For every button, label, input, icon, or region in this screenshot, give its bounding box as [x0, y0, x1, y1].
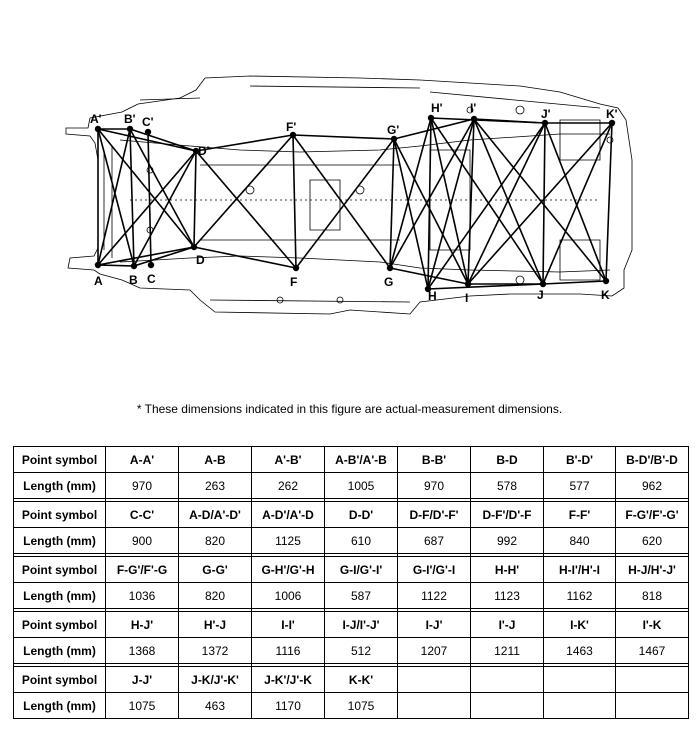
symbol-cell: C-C' — [106, 502, 179, 528]
length-cell: 1075 — [325, 693, 398, 719]
symbol-cell: A-B — [179, 447, 252, 473]
length-cell: 1036 — [106, 583, 179, 609]
length-row — [14, 473, 689, 499]
symbol-cell — [616, 667, 689, 693]
measurement-line — [194, 151, 196, 247]
label-b-prime: B' — [124, 112, 136, 126]
symbol-cell: G-G' — [179, 557, 252, 583]
symbol-row — [14, 447, 689, 473]
length-row-header: Length (mm) — [14, 638, 106, 664]
length-cell: 1123 — [471, 583, 544, 609]
symbol-cell: A-A' — [106, 447, 179, 473]
length-cell: 820 — [179, 583, 252, 609]
measurement-point — [127, 126, 133, 132]
measurement-point — [191, 244, 197, 250]
measurement-point — [131, 263, 137, 269]
label-c-prime: C' — [142, 115, 154, 129]
symbol-cell: A-D/A'-D' — [179, 502, 252, 528]
length-cell: 1467 — [616, 638, 689, 664]
length-cell: 1116 — [252, 638, 325, 664]
length-cell: 512 — [325, 638, 398, 664]
measurement-line — [148, 132, 151, 265]
length-cell: 1006 — [252, 583, 325, 609]
symbol-row — [14, 502, 689, 528]
measurement-line — [390, 139, 394, 268]
symbol-cell: D-D' — [325, 502, 398, 528]
symbol-cell: A-B'/A'-B — [325, 447, 398, 473]
measurement-line — [293, 135, 390, 268]
symbol-row-header: Point symbol — [14, 612, 106, 638]
symbol-row-header: Point symbol — [14, 447, 106, 473]
length-cell: 1211 — [471, 638, 544, 664]
measurement-point — [95, 126, 101, 132]
symbol-row-header: Point symbol — [14, 502, 106, 528]
symbol-cell: I-J' — [398, 612, 471, 638]
symbol-cell — [544, 667, 616, 693]
length-row-header: Length (mm) — [14, 473, 106, 499]
length-cell: 1207 — [398, 638, 471, 664]
label-h-prime: H' — [431, 101, 443, 115]
symbol-cell: I'-K — [616, 612, 689, 638]
measurement-line — [390, 119, 474, 268]
length-cell: 1075 — [106, 693, 179, 719]
label-g: G — [384, 275, 394, 289]
label-i: I — [465, 291, 469, 305]
label-a: A — [94, 274, 103, 288]
length-cell — [544, 693, 616, 719]
label-d: D — [196, 253, 205, 267]
symbol-cell: G-I/G'-I' — [325, 557, 398, 583]
measurement-line — [543, 281, 606, 284]
measurement-line — [196, 135, 293, 151]
label-f: F — [290, 275, 298, 289]
measurement-point — [148, 262, 154, 268]
symbol-cell: K-K' — [325, 667, 398, 693]
label-h: H — [428, 289, 437, 303]
length-cell: 577 — [544, 473, 616, 499]
symbol-cell: H-H' — [471, 557, 544, 583]
label-f-prime: F' — [286, 120, 297, 134]
symbol-cell: H-I'/H'-I — [544, 557, 616, 583]
label-b: B — [129, 273, 138, 287]
length-row — [14, 638, 689, 664]
measurement-point — [428, 115, 434, 121]
length-cell: 587 — [325, 583, 398, 609]
symbol-cell: I-J/I'-J' — [325, 612, 398, 638]
length-row — [14, 693, 689, 719]
measurement-line — [543, 123, 545, 284]
length-cell: 1372 — [179, 638, 252, 664]
label-c: C — [147, 272, 156, 286]
symbol-cell: G-I'/G'-I — [398, 557, 471, 583]
symbol-row — [14, 557, 689, 583]
symbol-cell: H'-J — [179, 612, 252, 638]
length-cell: 1005 — [325, 473, 398, 499]
length-cell: 1122 — [398, 583, 471, 609]
measurement-line — [293, 135, 296, 268]
measurement-line — [293, 135, 394, 139]
length-cell: 578 — [471, 473, 544, 499]
length-cell: 263 — [179, 473, 252, 499]
length-cell: 970 — [398, 473, 471, 499]
symbol-cell: H-J/H'-J' — [616, 557, 689, 583]
label-g-prime: G' — [387, 123, 400, 137]
measurement-lines — [98, 118, 612, 289]
symbol-cell: I-K' — [544, 612, 616, 638]
measurement-line — [98, 151, 196, 265]
length-row-header: Length (mm) — [14, 693, 106, 719]
symbol-cell: G-H'/G'-H — [252, 557, 325, 583]
symbol-cell: B-D'/B'-D — [616, 447, 689, 473]
length-cell — [616, 693, 689, 719]
length-cell: 687 — [398, 528, 471, 554]
label-d-prime: D' — [198, 144, 210, 158]
symbol-cell: A'-B' — [252, 447, 325, 473]
symbol-row — [14, 612, 689, 638]
length-cell: 820 — [179, 528, 252, 554]
label-i-prime: I' — [470, 101, 477, 115]
measurement-point — [471, 116, 477, 122]
symbol-cell — [471, 667, 544, 693]
length-cell: 1463 — [544, 638, 616, 664]
measurement-point — [293, 265, 299, 271]
symbol-cell: B-D — [471, 447, 544, 473]
symbol-cell: D-F'/D'-F — [471, 502, 544, 528]
length-cell: 1125 — [252, 528, 325, 554]
measurement-note: * These dimensions indicated in this figure are actual-measurement dimensions. — [136, 402, 563, 416]
symbol-cell: B-B' — [398, 447, 471, 473]
length-cell: 620 — [616, 528, 689, 554]
length-cell: 1162 — [544, 583, 616, 609]
length-cell: 970 — [106, 473, 179, 499]
measurement-line — [431, 118, 543, 284]
label-k-prime: K' — [606, 107, 618, 121]
length-cell: 962 — [616, 473, 689, 499]
length-row-header: Length (mm) — [14, 528, 106, 554]
symbol-cell: I'-J — [471, 612, 544, 638]
symbol-cell: D-F/D'-F' — [398, 502, 471, 528]
symbol-cell: F-G'/F'-G' — [616, 502, 689, 528]
symbol-row-header: Point symbol — [14, 557, 106, 583]
dimension-table — [13, 446, 689, 719]
measurement-line — [606, 123, 612, 281]
measurement-line — [130, 129, 134, 266]
length-row — [14, 583, 689, 609]
length-cell: 610 — [325, 528, 398, 554]
measurement-point — [145, 129, 151, 135]
length-cell: 1170 — [252, 693, 325, 719]
length-row — [14, 528, 689, 554]
measurement-point — [603, 278, 609, 284]
length-cell — [398, 693, 471, 719]
label-j-prime: J' — [541, 107, 551, 121]
label-a-prime: A' — [90, 112, 102, 126]
length-cell: 840 — [544, 528, 616, 554]
measurement-points — [95, 115, 615, 292]
measurement-point — [387, 265, 393, 271]
symbol-row — [14, 667, 689, 693]
symbol-cell: J-J' — [106, 667, 179, 693]
measurement-line — [474, 119, 543, 284]
measurement-point — [95, 262, 101, 268]
length-cell: 463 — [179, 693, 252, 719]
label-k: K — [601, 288, 610, 302]
length-cell: 992 — [471, 528, 544, 554]
symbol-cell: I-I' — [252, 612, 325, 638]
measurement-line — [468, 119, 474, 284]
symbol-cell: H-J' — [106, 612, 179, 638]
symbol-cell: J-K/J'-K' — [179, 667, 252, 693]
measurement-line — [428, 118, 431, 289]
length-cell: 818 — [616, 583, 689, 609]
length-cell: 262 — [252, 473, 325, 499]
length-cell: 1368 — [106, 638, 179, 664]
symbol-row-header: Point symbol — [14, 667, 106, 693]
length-row-header: Length (mm) — [14, 583, 106, 609]
symbol-cell: A-D'/A'-D — [252, 502, 325, 528]
symbol-cell: J-K'/J'-K — [252, 667, 325, 693]
measurement-point — [540, 281, 546, 287]
symbol-cell: B'-D' — [544, 447, 616, 473]
measurement-line — [543, 123, 612, 284]
label-j: J — [537, 288, 544, 302]
measurement-line — [98, 265, 134, 266]
measurement-point — [465, 281, 471, 287]
symbol-cell: F-G'/F'-G — [106, 557, 179, 583]
length-cell — [471, 693, 544, 719]
symbol-cell — [398, 667, 471, 693]
symbol-cell: F-F' — [544, 502, 616, 528]
length-cell: 900 — [106, 528, 179, 554]
